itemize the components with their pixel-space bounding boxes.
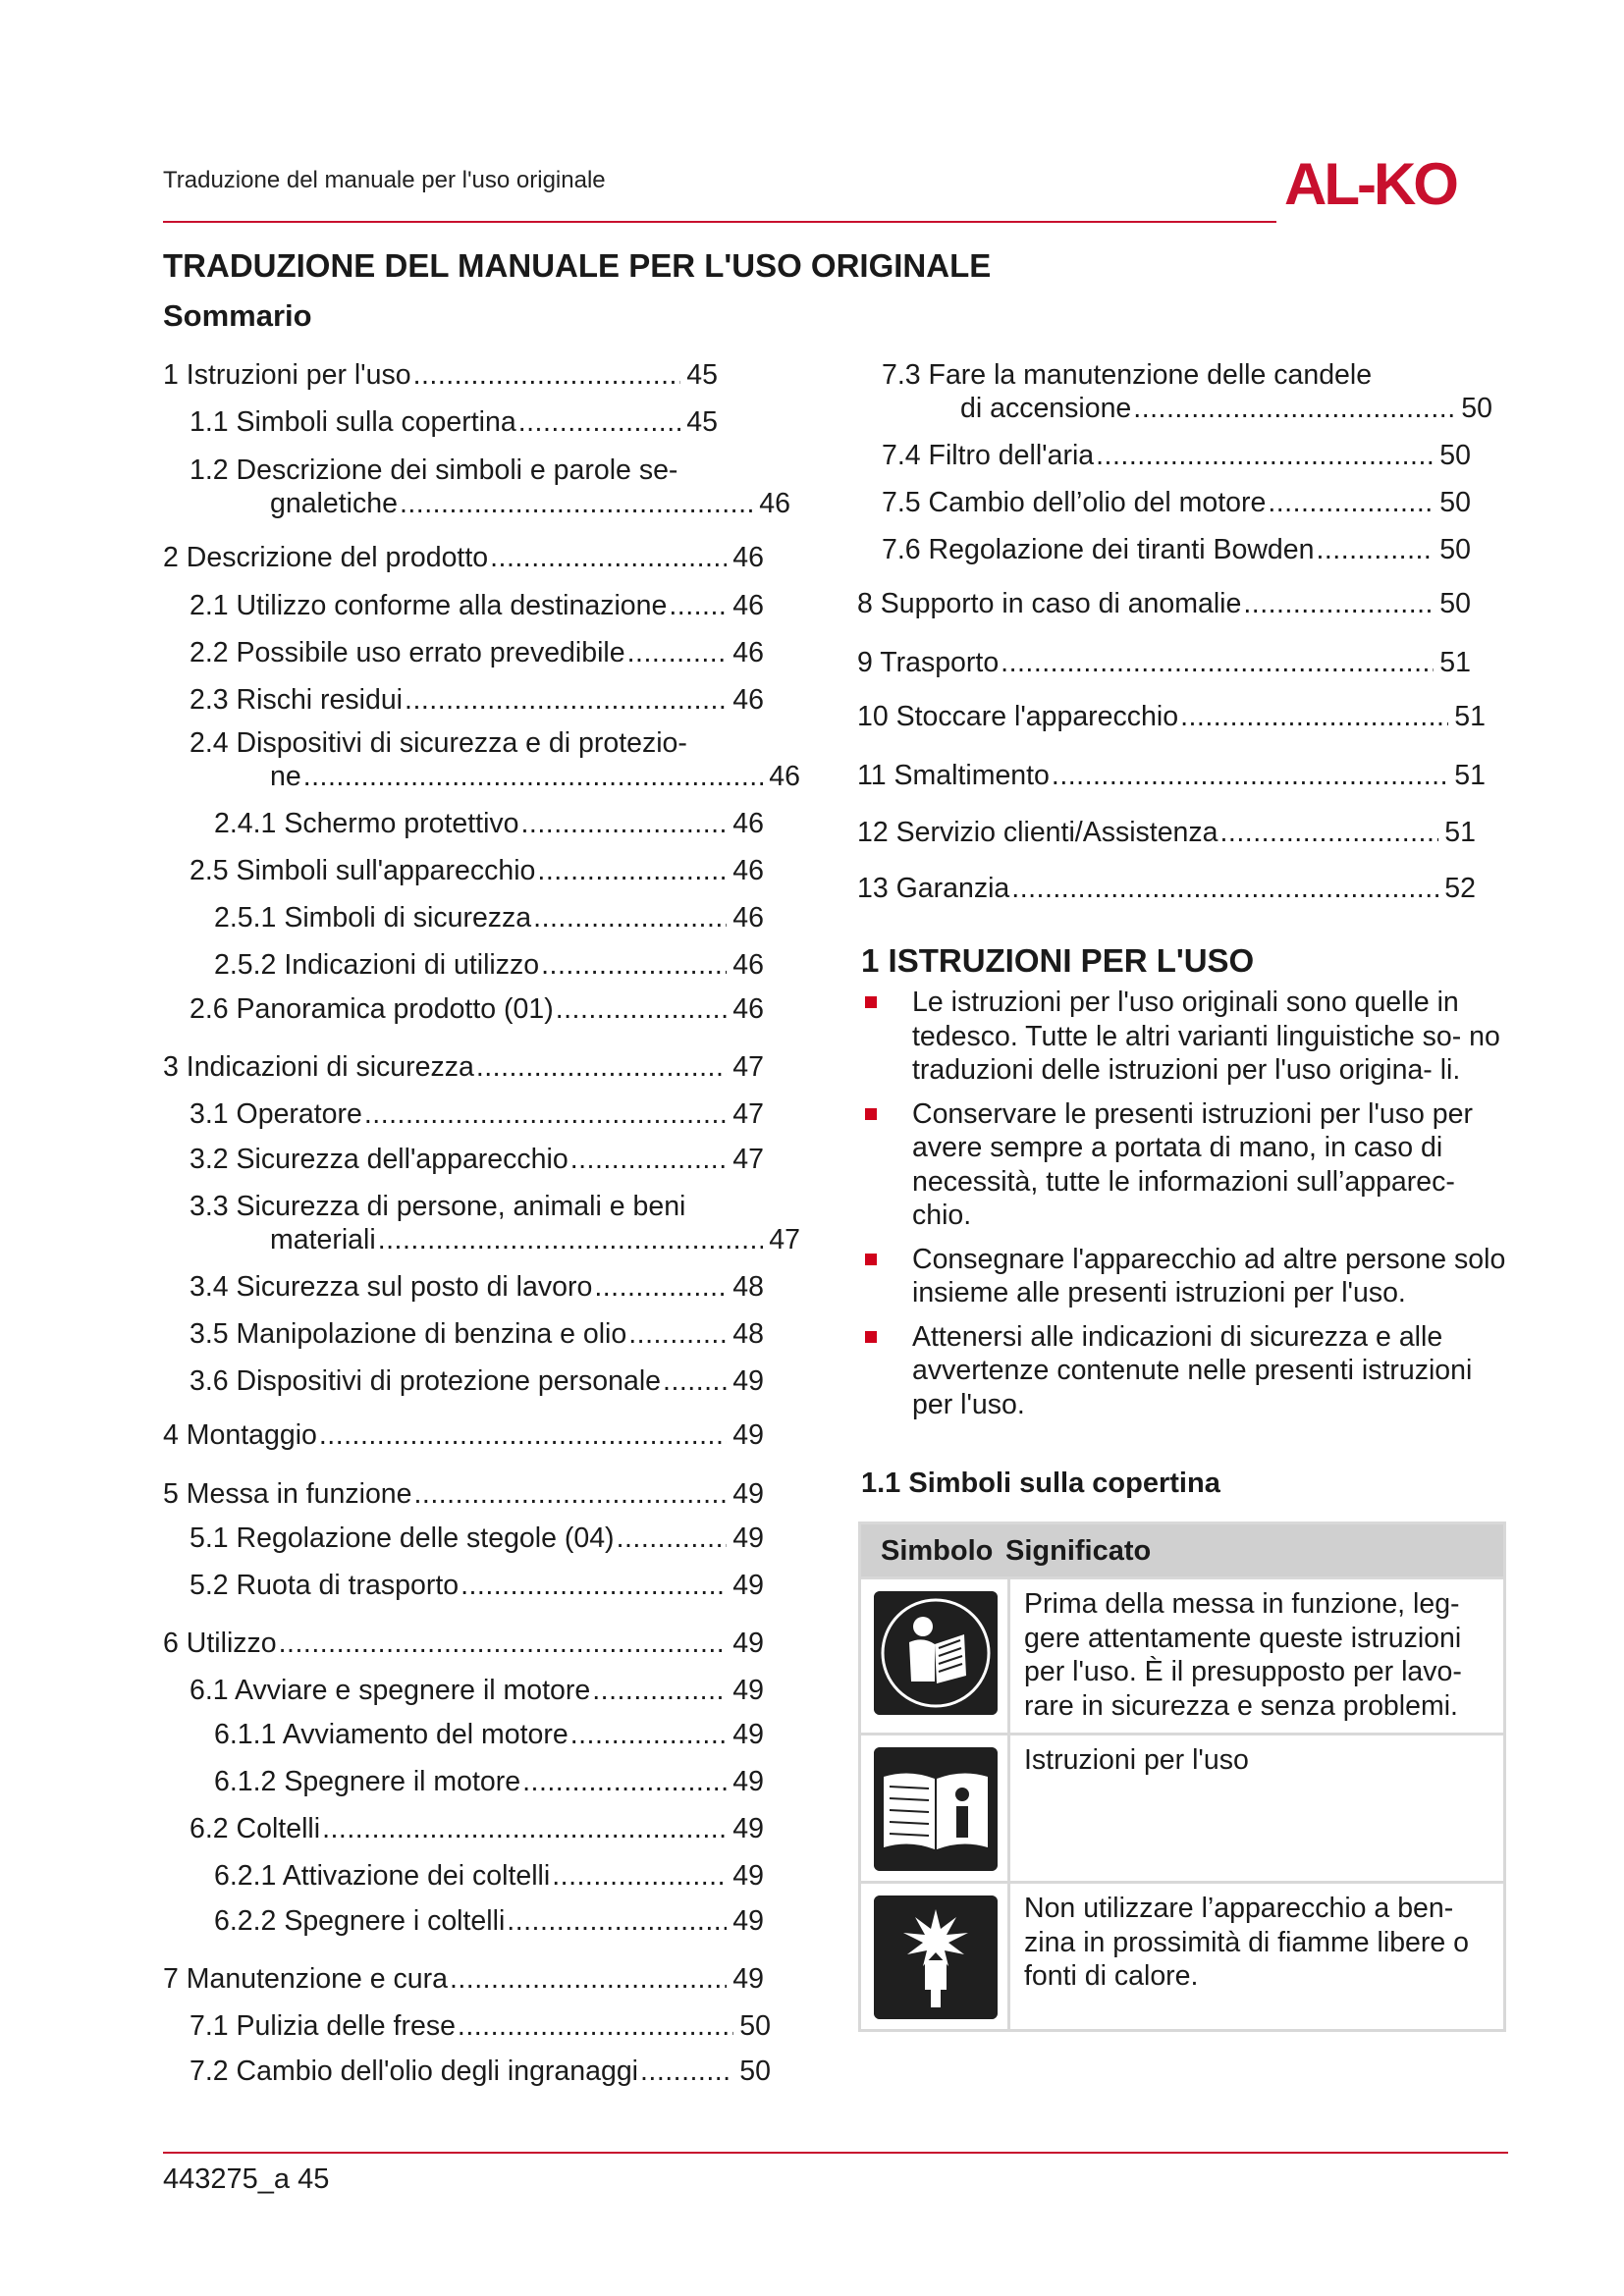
toc-entry[interactable]: 2.1 Utilizzo conforme alla destinazione ..... 46 — [189, 589, 764, 622]
bullet-item: Attenersi alle indicazioni di sicurezza e alle avvertenze contenute nelle presenti istruzioni per l'uso. — [861, 1320, 1509, 1422]
page-footer: 443275_a 45 — [163, 2163, 330, 2195]
bullet-square-icon — [865, 1108, 877, 1120]
manual-info-icon — [874, 1747, 998, 1871]
bullet-square-icon — [865, 1331, 877, 1343]
toc-entry[interactable]: 8 Supporto in caso di anomalie ..... 50 — [857, 587, 1471, 620]
toc-entry[interactable]: 6.2 Coltelli ..... 49 — [189, 1812, 764, 1845]
toc-entry[interactable]: 2.5.1 Simboli di sicurezza ..... 46 — [214, 901, 764, 934]
table-cell-meaning: Non utilizzare l’apparecchio a ben- zina in prossimità di fiamme libere o fonti di calore. — [1024, 1893, 1470, 1992]
toc-entry[interactable]: 5 Messa in funzione ..... 49 — [163, 1477, 764, 1511]
toc-entry[interactable]: 7.6 Regolazione dei tiranti Bowden ..... 50 — [882, 533, 1471, 566]
toc-heading: Sommario — [163, 298, 312, 333]
toc-entry[interactable]: 6 Utilizzo ..... 49 — [163, 1627, 764, 1660]
svg-text:AL-KO: AL-KO — [1284, 155, 1456, 212]
toc-entry[interactable]: 3.6 Dispositivi di protezione personale ..... 49 — [189, 1364, 764, 1398]
bullet-item: Consegnare l'apparecchio ad altre persone solo insieme alle presenti istruzioni per l'uso. — [861, 1243, 1509, 1310]
toc-entry[interactable]: 2.3 Rischi residui ..... 46 — [189, 683, 764, 717]
toc-entry[interactable]: 7.1 Pulizia delle frese ..... 50 — [189, 2009, 771, 2043]
toc-entry[interactable]: 2 Descrizione del prodotto ..... 46 — [163, 541, 764, 574]
toc-entry[interactable]: 10 Stoccare l'apparecchio ..... 51 — [857, 700, 1486, 733]
table-cell-meaning: Prima della messa in funzione, leg- gere attentamente queste istruzioni per l'uso. È il presupposto per lavo- rare in sicurezza e senza problemi. — [1024, 1588, 1462, 1722]
toc-entry[interactable]: 6.2.2 Spegnere i coltelli ..... 49 — [214, 1904, 764, 1938]
symbol-table — [858, 1522, 1506, 2032]
table-header — [861, 1524, 1503, 1576]
toc-entry[interactable]: 3.5 Manipolazione di benzina e olio ..... 48 — [189, 1317, 764, 1351]
toc-entry[interactable]: 7.4 Filtro dell'aria ..... 50 — [882, 439, 1471, 472]
toc-entry[interactable]: 7.2 Cambio dell'olio degli ingranaggi ..... 50 — [189, 2055, 771, 2088]
alko-logo — [1284, 155, 1500, 212]
toc-entry[interactable]: 3.1 Operatore ..... 47 — [189, 1097, 764, 1131]
toc-entry[interactable]: 1.2 Descrizione dei simboli e parole se- gnaletiche ..... 46 — [189, 454, 790, 520]
toc-entry[interactable]: 5.1 Regolazione delle stegole (04) ..... 49 — [189, 1522, 764, 1555]
footer-rule — [163, 2152, 1508, 2154]
toc-entry[interactable]: 3.4 Sicurezza sul posto di lavoro ..... 48 — [189, 1270, 764, 1304]
table-cell-meaning: Istruzioni per l'uso — [1024, 1744, 1249, 1776]
section-heading: 1 ISTRUZIONI PER L'USO — [861, 942, 1255, 979]
toc-entry[interactable]: 3.2 Sicurezza dell'apparecchio ..... 47 — [189, 1143, 764, 1176]
toc-entry[interactable]: 4 Montaggio ..... 49 — [163, 1418, 764, 1452]
toc-entry[interactable]: 2.4 Dispositivi di sicurezza e di protezio- ne ..... 46 — [189, 726, 800, 793]
toc-entry[interactable]: 6.1.1 Avviamento del motore ..... 49 — [214, 1718, 764, 1751]
toc-entry[interactable]: 6.2.1 Attivazione dei coltelli ..... 49 — [214, 1859, 764, 1893]
bullet-item: Le istruzioni per l'uso originali sono quelle in tedesco. Tutte le altri varianti linguistiche so- no traduzioni delle istruzioni per l'uso origina- li. — [861, 986, 1509, 1088]
table-row — [861, 1576, 1503, 1733]
toc-entry[interactable]: 2.4.1 Schermo protettivo ..... 46 — [214, 807, 764, 840]
toc-entry[interactable]: 5.2 Ruota di trasporto ..... 49 — [189, 1569, 764, 1602]
toc-entry[interactable]: 6.1 Avviare e spegnere il motore ..... 49 — [189, 1674, 764, 1707]
toc-entry[interactable]: 12 Servizio clienti/Assistenza ..... 51 — [857, 816, 1476, 849]
toc-entry[interactable]: 2.2 Possibile uso errato prevedibile ..... 46 — [189, 636, 764, 669]
table-header-symbol: Simbolo — [881, 1535, 994, 1567]
toc-entry[interactable]: 7.5 Cambio dell’olio del motore ..... 50 — [882, 486, 1471, 519]
toc-entry[interactable]: 1 Istruzioni per l'uso ..... 45 — [163, 358, 718, 392]
document-title: TRADUZIONE DEL MANUALE PER L'USO ORIGINALE — [163, 247, 992, 284]
toc-entry[interactable]: 6.1.2 Spegnere il motore ..... 49 — [214, 1765, 764, 1798]
table-header-meaning: Significato — [1005, 1535, 1152, 1567]
toc-entry[interactable]: 13 Garanzia ..... 52 — [857, 872, 1476, 905]
toc-entry[interactable]: 2.5 Simboli sull'apparecchio ..... 46 — [189, 854, 764, 887]
toc-entry[interactable]: 7.3 Fare la manutenzione delle candele di accensione ..... 50 — [882, 358, 1492, 425]
toc-entry[interactable]: 1.1 Simboli sulla copertina ..... 45 — [189, 405, 718, 439]
subsection-heading: 1.1 Simboli sulla copertina — [861, 1468, 1220, 1499]
running-header: Traduzione del manuale per l'uso originale — [163, 167, 606, 193]
toc-entry[interactable]: 9 Trasporto ..... 51 — [857, 646, 1471, 679]
read-manual-icon — [874, 1591, 998, 1715]
bullet-square-icon — [865, 1254, 877, 1265]
bullet-list — [861, 986, 1509, 1431]
toc-entry[interactable]: 7 Manutenzione e cura ..... 49 — [163, 1962, 764, 1996]
header-rule — [163, 221, 1276, 223]
toc-entry[interactable]: 2.5.2 Indicazioni di utilizzo ..... 46 — [214, 948, 764, 982]
bullet-item: Conservare le presenti istruzioni per l'uso per avere sempre a portata di mano, in caso di necessità, tutte le informazioni sull’apparec- chio. — [861, 1097, 1509, 1233]
no-fuel-near-flame-icon — [874, 1896, 998, 2019]
table-row — [861, 1881, 1503, 2029]
toc-entry[interactable]: 3 Indicazioni di sicurezza ..... 47 — [163, 1050, 764, 1084]
toc-entry[interactable]: 2.6 Panoramica prodotto (01) ..... 46 — [189, 992, 764, 1026]
table-row — [861, 1733, 1503, 1881]
bullet-square-icon — [865, 996, 877, 1008]
toc-entry[interactable]: 11 Smaltimento ..... 51 — [857, 759, 1486, 792]
toc-entry[interactable]: 3.3 Sicurezza di persone, animali e beni materiali ..... 47 — [189, 1190, 800, 1256]
